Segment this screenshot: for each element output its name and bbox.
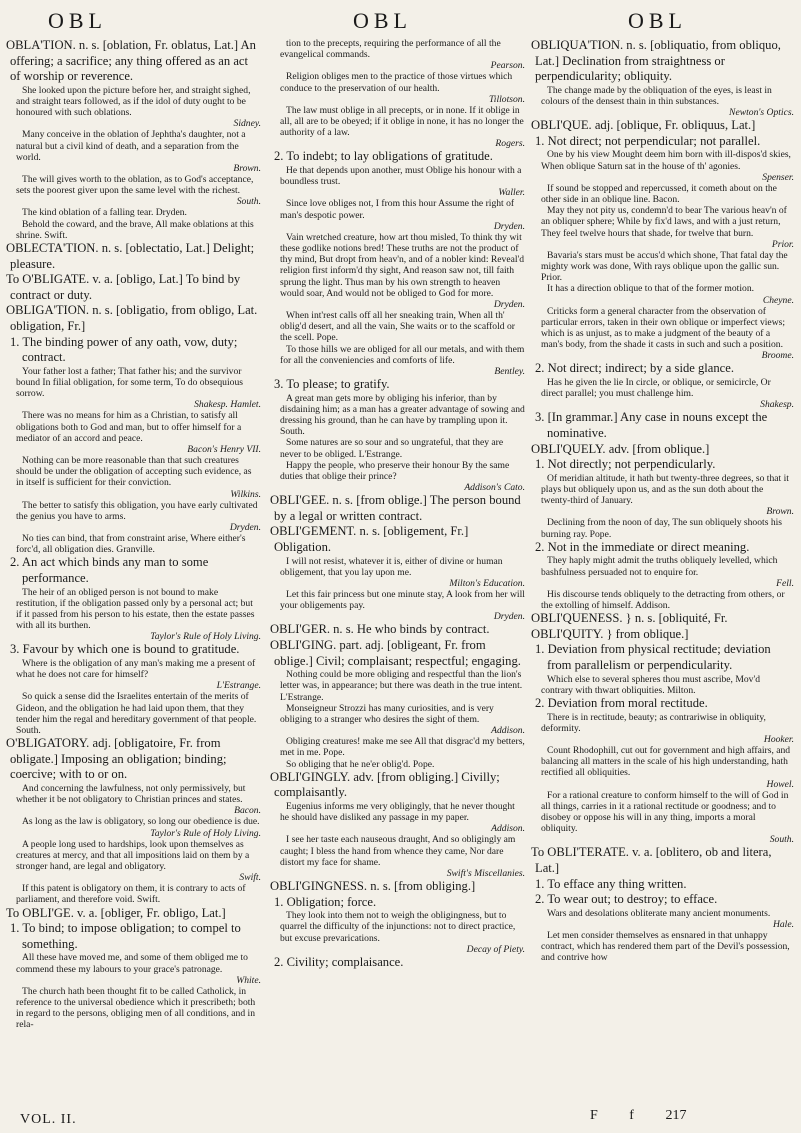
sense-definition: 3. To please; to gratify. xyxy=(274,377,390,392)
citation-quote: Count Rhodophill, cut out for government and high affairs, and balancing all matters in the scale of his high understanding, hath rectified all obliquities. xyxy=(541,745,791,779)
citation-source: Fell. xyxy=(776,577,794,589)
citation-quote: Criticks form a general character from the observation of particular errors, taken in their own oblique or imperfect views; which is as unjust, as to make a judgment of the beauty of a man's body, from the shade it casts in such and such a position. xyxy=(541,305,786,351)
citation-source: Rogers. xyxy=(495,138,525,150)
column-middle xyxy=(270,38,525,1118)
headword-entry: OBLIGA'TION. n. s. [obligatio, from obligo, Lat. obligation, Fr.] xyxy=(6,303,258,333)
citation-quote: The kind oblation of a falling tear. Dryden. xyxy=(22,207,187,219)
citation-quote: Vain wretched creature, how art thou misled, To think thy wit these godlike notions bred! These truths are not the product of thy mind, But dropt from heav'n, and of a nobler kind: Reveal'd religion first inform'd thy sight, And reason saw not, till faith sprung the light. Thus man by his own strength to heaven would soar, And would not be obliged to God for more. xyxy=(280,231,525,299)
citation-quote: So obliging that he ne'er oblig'd. Pope. xyxy=(286,758,435,770)
citation-quote: He that depends upon another, must Oblige his honour with a boundless trust. xyxy=(280,165,522,188)
citation-source: South. xyxy=(769,834,794,846)
header-left: OBL xyxy=(48,8,107,33)
citation-quote: Where is the obligation of any man's making me a present of what he does not care for himself? xyxy=(16,658,256,681)
headword-entry: To OBLI'TERATE. v. a. [oblitero, ob and litera, Lat.] xyxy=(531,845,772,876)
citation-quote: Let men consider themselves as ensnared in that unhappy contract, which has rendered them part of the Devil's possession, and contrive how xyxy=(541,930,790,964)
sense-definition: 2. To wear out; to destroy; to efface. xyxy=(535,892,718,907)
citation-source: Tillotson. xyxy=(489,93,525,105)
citation-quote: Obliging creatures! make me see All that disgrac'd my betters, met in me. Pope. xyxy=(280,736,525,759)
sense-definition: 2. Not in the immediate or direct meaning. xyxy=(535,539,750,554)
citation-quote: Wars and desolations obliterate many ancient monuments. xyxy=(547,907,771,919)
citation-source: Taylor's Rule of Holy Living. xyxy=(150,827,261,839)
citation-quote: She looked upon the picture before her, and straight sighed, and straight tears followed, as if the idol of duty ought to be honoured with such oblations. xyxy=(16,84,251,119)
citation-source: South. xyxy=(236,196,261,208)
sense-definition: 1. Not directly; not perpendicularly. xyxy=(535,457,716,472)
citation-quote: Behold the coward, and the brave, All make oblations at this shrine. Swift. xyxy=(16,218,254,241)
page-number: 217 xyxy=(665,1108,687,1123)
citation-source: Broome. xyxy=(761,350,794,362)
citation-source: Swift's Miscellanies. xyxy=(446,868,525,880)
citation-quote: Eugenius informs me very obligingly, that he never thought he should have disliked any passage in my paper. xyxy=(280,801,515,824)
citation-source: Addison. xyxy=(491,823,525,835)
citation-quote: I see her taste each nauseous draught, And so obligingly am caught; I bless the hand from whence they came, Nor dare distort my face for shame. xyxy=(280,834,516,868)
citation-quote: So quick a sense did the Israelites entertain of the merits of Gideon, and the obligation he had laid upon them, that they tender him the regal and hereditary government of that people. South. xyxy=(16,691,257,737)
citation-source: Hooker. xyxy=(763,734,794,745)
citation-source: Wilkins. xyxy=(230,488,261,500)
citation-quote: Happy the people, who preserve their honour By the same duties that oblige their prince? xyxy=(280,459,510,483)
citation-quote: If sound be stopped and repercussed, it cometh about on the other side in an oblique line. Bacon. xyxy=(541,182,777,205)
citation-quote: The change made by the obliquation of the eyes, is least in colours of the densest thain in thin substances. xyxy=(541,84,772,107)
citation-quote: The church hath been thought fit to be called Catholick, in reference to the universal obedience which it prescribeth; both in regard to the persons, obliging men of all conditions, and in rela- xyxy=(16,985,256,1031)
citation-source: Howel. xyxy=(766,778,794,790)
citation-source: Taylor's Rule of Holy Living. xyxy=(150,631,261,643)
header-right: OBL xyxy=(628,8,687,33)
citation-source: Decay of Piety. xyxy=(466,943,525,955)
citation-source: Addison. xyxy=(491,725,525,737)
headword-entry: OBLA'TION. n. s. [oblation, Fr. oblatus, Lat.] An offering; a sacrifice; any thing offered as an act of worship or reverence. xyxy=(6,38,256,84)
citation-source: Dryden. xyxy=(493,611,525,623)
citation-quote: His discourse tends obliquely to the detracting from others, or the extolling of himself. Addison. xyxy=(541,588,785,612)
sense-definition: 1. Not direct; not perpendicular; not parallel. xyxy=(535,133,761,148)
citation-quote: Nothing could be more obliging and respectful than the lion's letter was, in appearance; but there was death in the true intent. L'Estrange. xyxy=(280,669,523,703)
citation-quote: All these have moved me, and some of them obliged me to commend these my labours to your grace's patronage. xyxy=(16,952,248,975)
sense-definition: 3. [In grammar.] Any case in nouns except the nominative. xyxy=(535,410,768,441)
citation-source: Pearson. xyxy=(490,60,525,72)
citation-quote: When int'rest calls off all her sneaking train, When all th' oblig'd desert, and all the vain, She waits or to the scaffold or the scell. Pope. xyxy=(280,310,515,344)
citation-source: Bentley. xyxy=(494,366,525,378)
citation-quote: A great man gets more by obliging his inferior, than by disdaining him; as a man has a greater advantage of sowing and dressing his ground, than he can have by trampling upon it. South. xyxy=(280,392,525,438)
citation-quote: Declining from the noon of day, The sun obliquely shoots his burning ray. Pope. xyxy=(541,517,783,540)
sense-definition: 1. Deviation from physical rectitude; deviation from parallelism or perpendicularity. xyxy=(535,642,771,672)
sense-definition: 2. Civility; complaisance. xyxy=(274,954,404,969)
citation-quote: There is in rectitude, beauty; as contrariwise in obliquity, deformity. xyxy=(541,711,766,734)
citation-source: Addison's Cato. xyxy=(464,482,525,494)
citation-quote: They haply might admit the truths obliquely levelled, which bashfulness persuaded not to enquire for. xyxy=(541,555,778,578)
citation-quote: It has a direction oblique to that of the former motion. xyxy=(547,283,755,295)
sense-definition: 1. Obligation; force. xyxy=(274,894,377,909)
citation-quote: The will gives worth to the oblation, as to God's acceptance, sets the poorest giver upon the same level with the richest. xyxy=(16,174,254,197)
headword-entry: OBLI'GER. n. s. He who binds by contract. xyxy=(270,622,490,637)
citation-quote: I will not resist, whatever it is, either of divine or human obligement, that you lay upon me. xyxy=(280,555,503,578)
citation-source: Waller. xyxy=(498,187,525,199)
citation-quote: Which else to several spheres thou must ascribe, Mov'd contrary with thwart obliquities. Milton. xyxy=(541,673,761,696)
sense-definition: 2. Deviation from moral rectitude. xyxy=(535,696,708,710)
citation-quote: The heir of an obliged person is not bound to make restitution, if the obligation passed only by a personal act; but if it passed from his person to his estate, then the estate passes with all its burthen. xyxy=(16,586,255,632)
citation-quote: Bavaria's stars must be accus'd which shone, That fatal day the mighty work was done, With rays oblique upon the gallic sun. Prior. xyxy=(541,249,788,284)
citation-source: Sidney. xyxy=(233,118,261,130)
citation-quote: The law must oblige in all precepts, or in none. If it oblige in all, all are to be obeyed; if it oblige in none, it has no longer the authority of a law. xyxy=(280,104,524,139)
citation-source: Cheyne. xyxy=(762,294,794,306)
running-header xyxy=(0,4,801,40)
citation-quote: Let this fair princess but one minute stay, A look from her will your obligements pay. xyxy=(280,589,525,612)
sense-definition: 1. To efface any thing written. xyxy=(535,876,687,891)
citation-quote: For a rational creature to conform himself to the will of God in all things, carries in it a rational rectitude or goodness; and to disobey or oppose his will in any thing, imports a moral obliquity. xyxy=(541,789,789,835)
citation-source: Bacon. xyxy=(234,805,261,817)
citation-source: Dryden. xyxy=(493,220,525,232)
citation-source: Brown. xyxy=(233,163,261,174)
citation-quote: Of meridian altitude, it hath but twenty-three degrees, so that it plays but obliquely upon us, and as the sun doth about the twenty-third of January. xyxy=(541,472,789,507)
citation-quote: If this patent is obligatory on them, it is contrary to acts of parliament, and therefore void. Swift. xyxy=(16,883,246,906)
citation-source: Dryden. xyxy=(229,522,261,533)
headword-entry: OBLI'GINGNESS. n. s. [from obliging.] xyxy=(270,879,476,894)
citation-quote: Many conceive in the oblation of Jephtha's daughter, not a natural but a civil kind of death, and a separation from the world. xyxy=(16,129,246,163)
citation-quote: Your father lost a father; That father his; and the survivor bound In filial obligation, for some term, To do obsequious sorrow. xyxy=(16,365,243,400)
citation-source: Hale. xyxy=(772,919,794,930)
sense-definition: 1. The binding power of any oath, vow, duty; contract. xyxy=(10,334,238,365)
citation-source: Dryden. xyxy=(493,299,525,311)
header-center: OBL xyxy=(353,8,412,33)
citation-quote: There was no means for him as a Christian, to satisfy all obligations both to God and man, but to offer himself for a mediator of an accord and peace. xyxy=(16,410,242,444)
citation-quote: Since love obliges not, I from this hour Assume the right of man's despotic power. xyxy=(280,198,515,221)
volume-label: VOL. II. xyxy=(20,1112,77,1127)
headword-entry: OBLI'GING. part. adj. [obligeant, Fr. from oblige.] Civil; complaisant; respectful; engaging. xyxy=(270,638,521,668)
signature-mark: F f xyxy=(590,1108,634,1123)
citation-source: Milton's Education. xyxy=(449,578,525,590)
headword-entry: OBLI'QUENESS. } n. s. [obliquité, Fr. xyxy=(531,611,728,626)
signature-and-page xyxy=(590,1108,686,1124)
citation-quote: As long as the law is obligatory, so long our obedience is due. xyxy=(22,816,260,828)
headword-entry: OBLECTA'TION. n. s. [oblectatio, Lat.] Delight; pleasure. xyxy=(6,241,255,271)
citation-source: L'Estrange. xyxy=(216,680,261,692)
headword-entry: OBLI'GINGLY. adv. [from obliging.] Civilly; complaisantly. xyxy=(270,769,500,800)
citation-source: Swift. xyxy=(239,872,261,884)
citation-source: Spenser. xyxy=(762,171,794,183)
citation-source: Bacon's Henry VII. xyxy=(187,443,261,455)
citation-quote: No ties can bind, that from constraint arise, Where either's forc'd, all obligation dies. Granville. xyxy=(16,533,246,556)
citation-source: Newton's Optics. xyxy=(729,107,794,119)
sense-definition: 1. To bind; to impose obligation; to compel to something. xyxy=(10,921,241,951)
citation-quote: Has he given the lie In circle, or oblique, or semicircle, Or direct parallel; you must challenge him. xyxy=(541,377,771,400)
sense-definition: 2. An act which binds any man to some performance. xyxy=(10,555,209,585)
headword-entry: OBLI'GEMENT. n. s. [obligement, Fr.] Obligation. xyxy=(270,524,469,555)
citation-source: Shakesp. xyxy=(760,399,794,411)
citation-source: Brown. xyxy=(766,506,794,518)
citation-quote: The better to satisfy this obligation, you have early cultivated the genius you have to arms. xyxy=(16,499,258,522)
headword-entry: OBLI'QUE. adj. [oblique, Fr. obliquus, Lat.] xyxy=(531,118,756,133)
citation-quote: Nothing can be more reasonable than that such creatures should be under the obligation of accepting such evidence, as in itself is sufficient for their conviction. xyxy=(16,454,252,489)
citation-quote: Monseigneur Strozzi has many curiosities, and is very obliging to a stranger who desires the sight of them. xyxy=(280,702,494,726)
citation-quote: May they not pity us, condemn'd to bear The various heav'n of an obliquer sphere; While by fix'd laws, and with a just return, They feel twelve hours that shade, for twelve that burn. xyxy=(541,205,787,239)
citation-quote: tion to the precepts, requiring the performance of all the evangelical commands. xyxy=(280,38,501,61)
headword-entry: OBLI'QUITY. } from oblique.] xyxy=(531,626,689,641)
citation-quote: Religion obliges men to the practice of those virtues which conduce to the preservation of our health. xyxy=(280,71,513,94)
citation-source: Shakesp. Hamlet. xyxy=(194,399,261,411)
sense-definition: 2. To indebt; to lay obligations of gratitude. xyxy=(274,149,493,164)
citation-source: White. xyxy=(236,974,261,986)
headword-entry: To OBLI'GE. v. a. [obliger, Fr. obligo, Lat.] xyxy=(6,905,226,920)
headword-entry: To O'BLIGATE. v. a. [obligo, Lat.] To bind by contract or duty. xyxy=(6,272,241,302)
sense-definition: 2. Not direct; indirect; by a side glance. xyxy=(535,361,734,376)
column-right xyxy=(531,38,794,1118)
headword-entry: O'BLIGATORY. adj. [obligatoire, Fr. from obligate.] Imposing an obligation; binding; coercive; with to or on. xyxy=(6,736,227,782)
citation-quote: They look into them not to weigh the obligingness, but to quarrel the difficulty of the injunctions: not to direct practice, but excuse prevarications. xyxy=(280,910,516,944)
column-left xyxy=(6,38,261,1118)
citation-source: Prior. xyxy=(771,238,794,250)
sense-definition: 3. Favour by which one is bound to gratitude. xyxy=(10,642,240,657)
headword-entry: OBLIQUA'TION. n. s. [obliquatio, from obliquo, Lat.] Declination from straightness or perpendicularity; obliquity. xyxy=(531,38,781,84)
citation-quote: And concerning the lawfulness, not only permissively, but whether it be not obligatory to Christian princes and states. xyxy=(16,783,246,806)
headword-entry: OBLI'GEE. n. s. [from oblige.] The person bound by a legal or written contract. xyxy=(270,493,521,523)
headword-entry: OBLI'QUELY. adv. [from oblique.] xyxy=(531,441,710,456)
citation-quote: To those hills we are obliged for all our metals, and with them for all the conveniencies and comforts of life. xyxy=(280,343,525,366)
citation-quote: A people long used to hardships, look upon themselves as creatures at mercy, and that all impositions laid on them by a stronger hand, are legal and obligatory. xyxy=(16,838,250,873)
citation-quote: Some natures are so sour and so ungrateful, that they are never to be obliged. L'Estrange. xyxy=(280,437,504,460)
citation-quote: One by his view Mought deem him born with ill-dispos'd skies, When oblique Saturn sat in the house of th' agonies. xyxy=(541,149,791,172)
